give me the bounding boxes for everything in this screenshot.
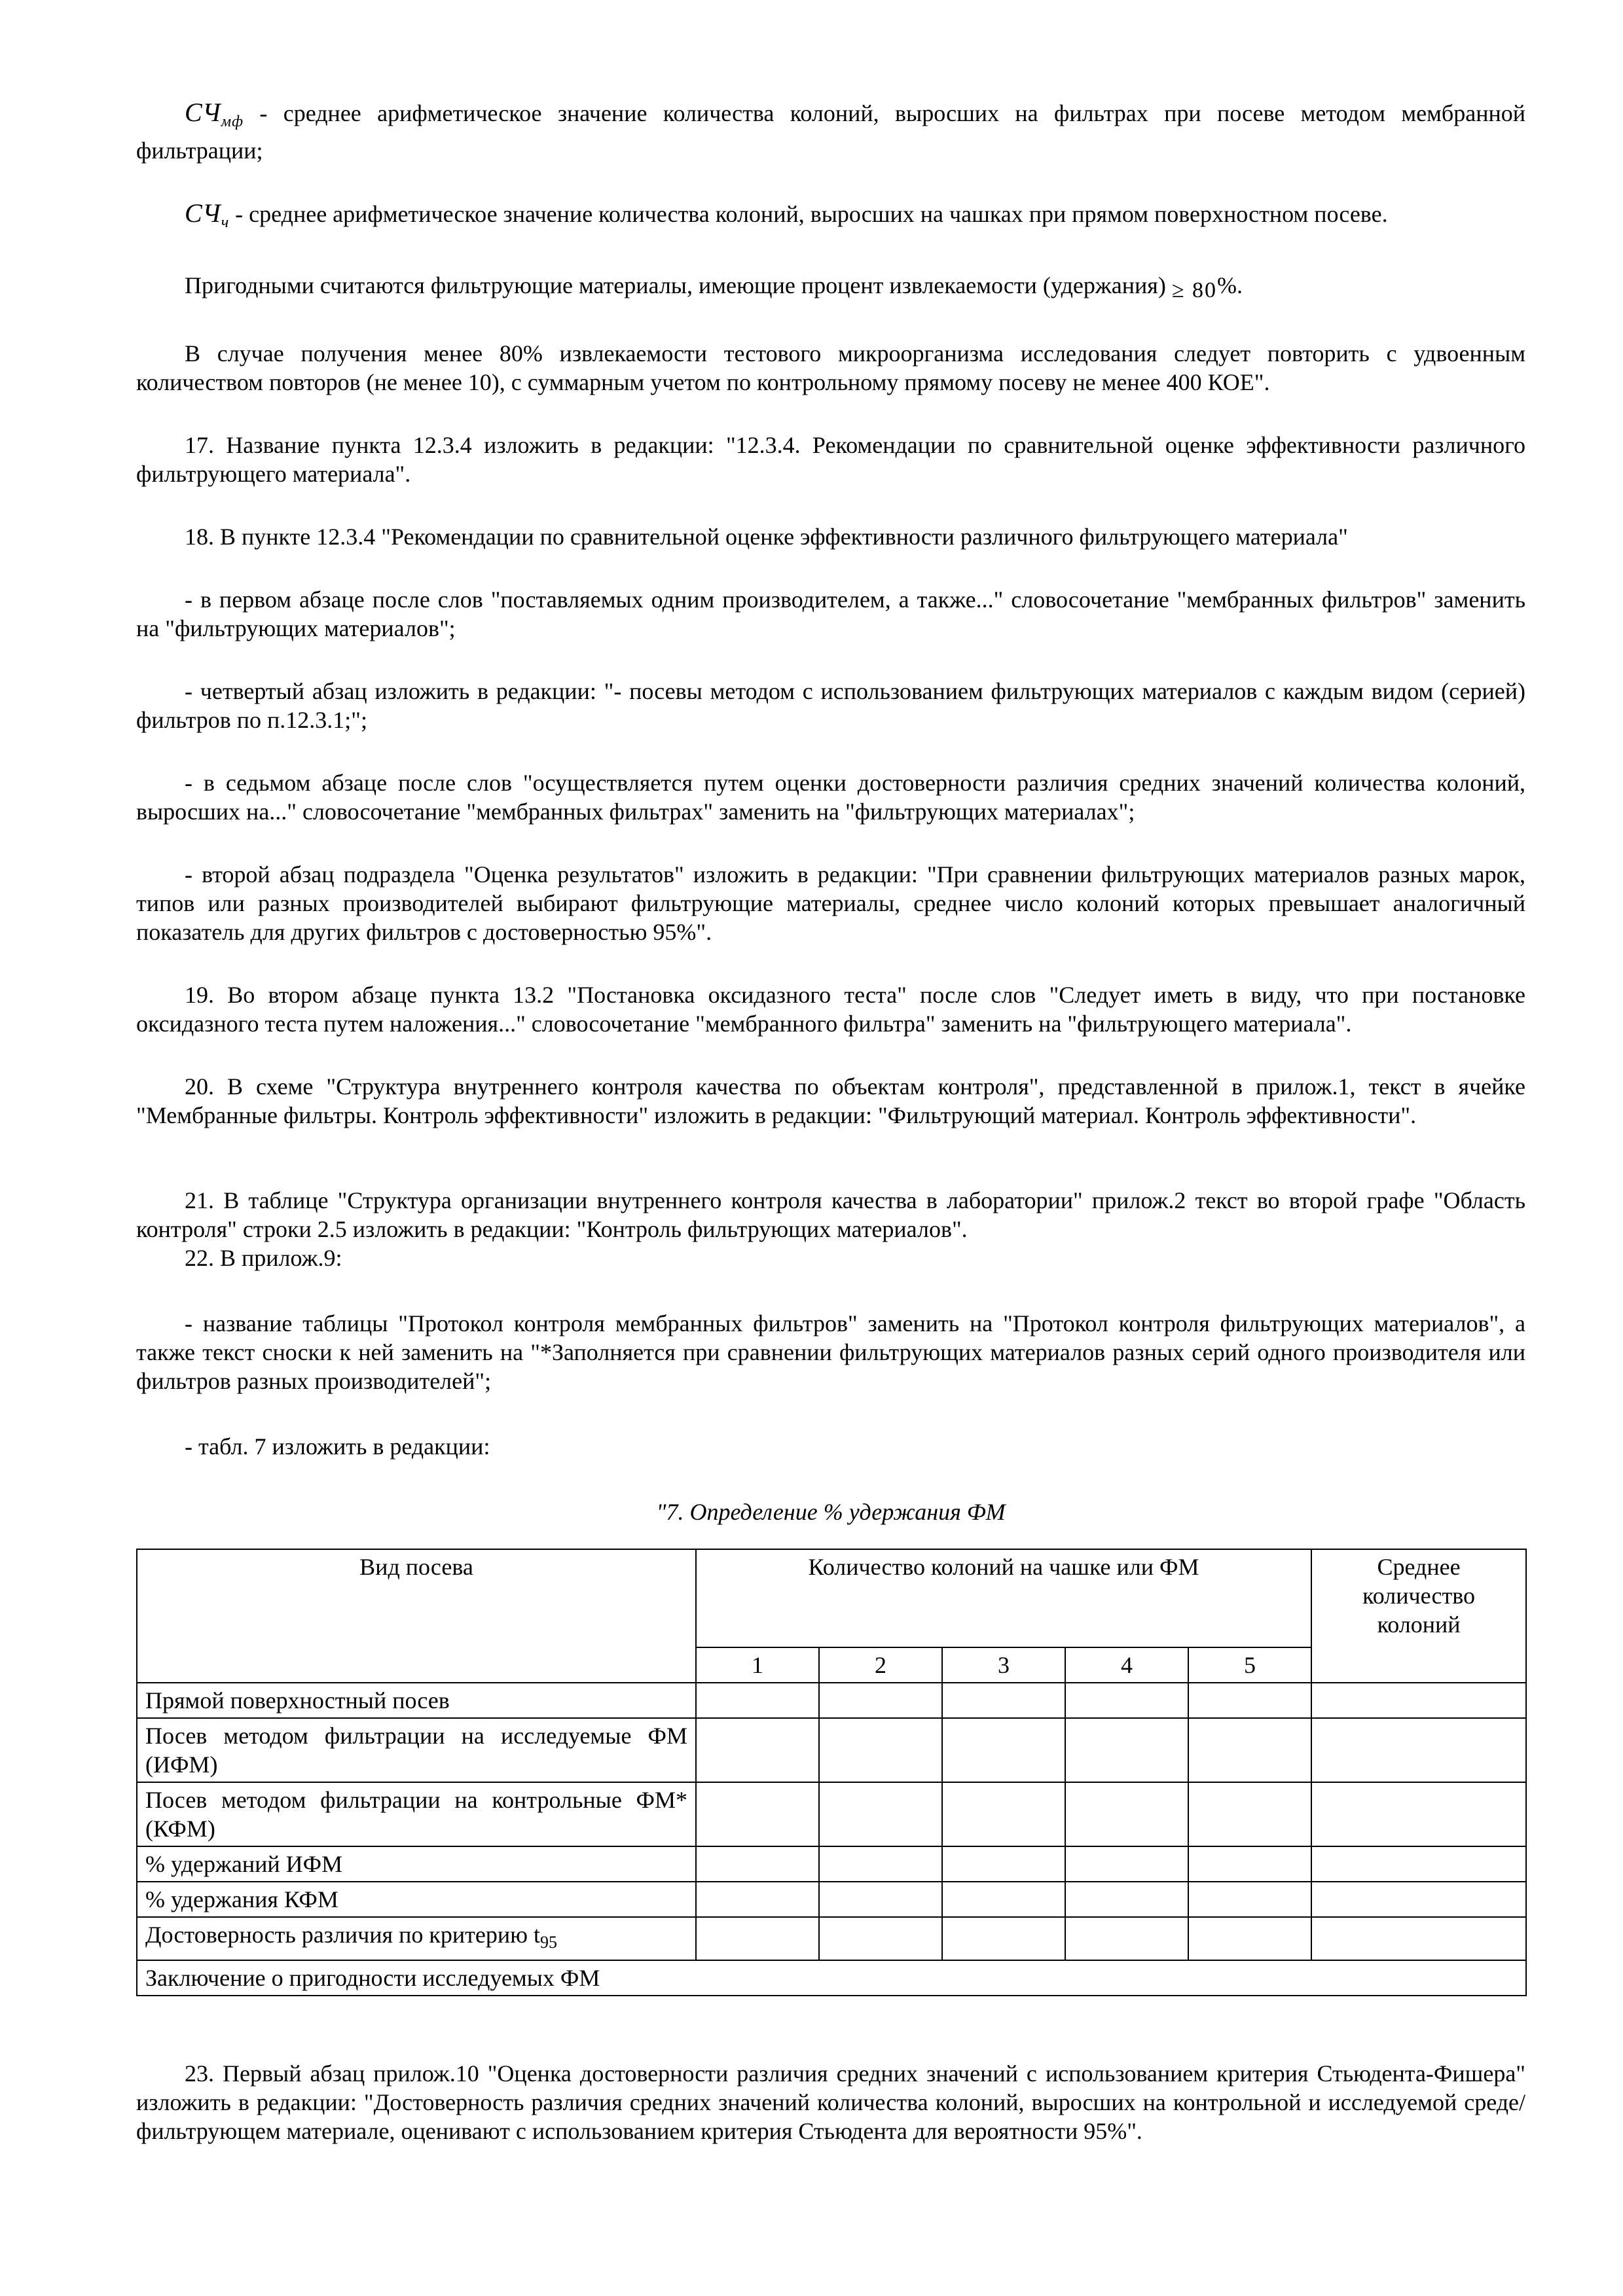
table-row — [137, 1846, 1526, 1882]
paragraph-item-21: 21. В таблице "Структура организации внутреннего контроля качества в лаборатории" прилож.2 текст во второй графе "Область контроля" строки 2.5 изложить в редакции: "Контроль фильтрующих материалов". — [136, 1187, 1525, 1242]
paragraph-item-22-table: - табл. 7 изложить в редакции: — [185, 1433, 490, 1460]
cell-2 — [819, 1782, 942, 1846]
paragraph-item-18: 18. В пункте 12.3.4 "Рекомендации по сравнительной оценке эффективности различного фильтрующего материала" — [185, 524, 1348, 550]
cell-5 — [1188, 1782, 1311, 1846]
cell-5 — [1188, 1846, 1311, 1882]
cell-average — [1311, 1782, 1526, 1846]
document-page — [136, 98, 1525, 2145]
cell-3 — [942, 1718, 1065, 1782]
cell-4 — [1065, 1882, 1188, 1917]
row-label: Прямой поверхностный посев — [137, 1683, 696, 1718]
cell-2 — [819, 1718, 942, 1782]
conclusion-label: Заключение о пригодности исследуемых ФМ — [137, 1960, 1526, 1996]
table-row — [137, 1718, 1526, 1782]
paragraph-item-23: 23. Первый абзац прилож.10 "Оценка достоверности различия средних значений с использованием критерия Стьюдента-Фишера" изложить в редакции: "Достоверность различия средних значений количества колоний, выросших на контрольной и исследуемой среде/фильтрующем материале, оценивают с использованием критерия Стьюдента для вероятности 95%". — [136, 2060, 1525, 2144]
paragraph-item-18-fourth: - четвертый абзац изложить в редакции: "- посевы методом с использованием фильтрующих материалов с каждым видом (серией) фильтров по п.12.3.1;"; — [136, 678, 1525, 733]
cell-1 — [696, 1683, 819, 1718]
cell-3 — [942, 1882, 1065, 1917]
cell-average — [1311, 1683, 1526, 1718]
cell-5 — [1188, 1683, 1311, 1718]
suitability-paragraph: Пригодными считаются фильтрующие материалы, имеющие процент извлекаемости (удержания) ≥ 80%. — [185, 272, 1243, 302]
table-header-row — [137, 1549, 1526, 1647]
cell-4 — [1065, 1917, 1188, 1960]
cell-5 — [1188, 1882, 1311, 1917]
paragraph-item-22: 22. В прилож.9: — [185, 1245, 342, 1271]
header-average-count: Среднее количество колоний — [1311, 1549, 1526, 1683]
paragraph-retest: В случае получения менее 80% извлекаемости тестового микроорганизма исследования следует повторить с удвоенным количеством повторов (не менее 10), с суммарным учетом по контрольному прямому посеву не менее 400 КОЕ". — [136, 340, 1525, 395]
header-num-4: 4 — [1065, 1647, 1188, 1683]
cell-3 — [942, 1782, 1065, 1846]
row-label: % удержаний ИФМ — [137, 1846, 696, 1882]
cell-average — [1311, 1917, 1526, 1960]
table-caption: "7. Определение % удержания ФМ — [656, 1499, 1006, 1525]
paragraph-item-20: 20. В схеме "Структура внутреннего контроля качества по объектам контроля", представленной в прилож.1, текст в ячейке "Мембранные фильтры. Контроль эффективности" изложить в редакции: "Фильтрующий материал. Контроль эффективности". — [136, 1073, 1525, 1128]
cell-average — [1311, 1882, 1526, 1917]
header-seeding-type: Вид посева — [137, 1549, 696, 1683]
cell-average — [1311, 1846, 1526, 1882]
paragraph-item-22-title: - название таблицы "Протокол контроля мембранных фильтров" заменить на "Протокол контроля фильтрующих материалов", а также текст сноски к ней заменить на "*Заполняется при сравнении фильтрующих материалов разных серий одного производителя или фильтров разных производителей"; — [136, 1310, 1525, 1394]
cell-2 — [819, 1882, 942, 1917]
row-label: Достоверность различия по критерию $t_{95}$ — [137, 1917, 696, 1960]
cell-4 — [1065, 1782, 1188, 1846]
paragraph-item-17: 17. Название пункта 12.3.4 изложить в редакции: "12.3.4. Рекомендации по сравнительной оценке эффективности различного фильтрующего материала". — [136, 432, 1525, 487]
table-row — [137, 1683, 1526, 1718]
definition-paragraph-ch: $СЧ_ч$ - среднее арифметическое значение количества колоний, выросших на чашках при прямом поверхностном посеве. — [185, 198, 1388, 231]
paragraph-item-18-results: - второй абзац подраздела "Оценка результатов" изложить в редакции: "При сравнении фильтрующих материалов разных марок, типов или разных производителей выбирают фильтрующие материалы, среднее число колоний которых превышает аналогичный показатель для других фильтров с достоверностью 95%". — [136, 861, 1525, 945]
cell-2 — [819, 1917, 942, 1960]
cell-1 — [696, 1718, 819, 1782]
header-num-1: 1 — [696, 1647, 819, 1683]
cell-average — [1311, 1718, 1526, 1782]
threshold-formula: ≥ 80 — [1171, 278, 1218, 302]
cell-4 — [1065, 1683, 1188, 1718]
formula-symbol-mf: $СЧ_{мф}$ — [185, 98, 244, 130]
cell-5 — [1188, 1718, 1311, 1782]
header-colony-count: Количество колоний на чашке или ФМ — [696, 1549, 1311, 1647]
cell-1 — [696, 1882, 819, 1917]
table-row — [137, 1917, 1526, 1960]
cell-5 — [1188, 1917, 1311, 1960]
formula-symbol-ch: $СЧ_ч$ — [185, 198, 230, 231]
table-row — [137, 1782, 1526, 1846]
row-label: Посев методом фильтрации на исследуемые ФМ (ИФМ) — [137, 1718, 696, 1782]
paragraph-item-18-first: - в первом абзаце после слов "поставляемых одним производителем, а также..." словосочетание "мембранных фильтров" заменить на "фильтрующих материалов"; — [136, 586, 1525, 641]
table-conclusion-row — [137, 1960, 1526, 1996]
cell-3 — [942, 1683, 1065, 1718]
cell-1 — [696, 1782, 819, 1846]
row-label: % удержания КФМ — [137, 1882, 696, 1917]
header-num-2: 2 — [819, 1647, 942, 1683]
paragraph-item-19: 19. Во втором абзаце пункта 13.2 "Постановка оксидазного теста" после слов "Следует иметь в виду, что при постановке оксидазного теста путем наложения..." словосочетание "мембранного фильтра" заменить на "фильтрующего материала". — [136, 982, 1525, 1037]
cell-3 — [942, 1846, 1065, 1882]
cell-2 — [819, 1683, 942, 1718]
cell-4 — [1065, 1846, 1188, 1882]
cell-1 — [696, 1846, 819, 1882]
cell-3 — [942, 1917, 1065, 1960]
table-row — [137, 1882, 1526, 1917]
header-num-5: 5 — [1188, 1647, 1311, 1683]
definition-paragraph-mf: $СЧ_{мф}$ - среднее арифметическое значение количества колоний, выросших на фильтрах при посеве методом мембранной фильтрации; — [136, 98, 1525, 164]
retention-table — [136, 1549, 1527, 1996]
cell-1 — [696, 1917, 819, 1960]
header-num-3: 3 — [942, 1647, 1065, 1683]
paragraph-item-18-seventh: - в седьмом абзаце после слов "осуществляется путем оценки достоверности различия средних значений количества колоний, выросших на..." словосочетание "мембранных фильтрах" заменить на "фильтрующих материалах"; — [136, 770, 1525, 825]
cell-2 — [819, 1846, 942, 1882]
row-label: Посев методом фильтрации на контрольные ФМ* (КФМ) — [137, 1782, 696, 1846]
cell-4 — [1065, 1718, 1188, 1782]
